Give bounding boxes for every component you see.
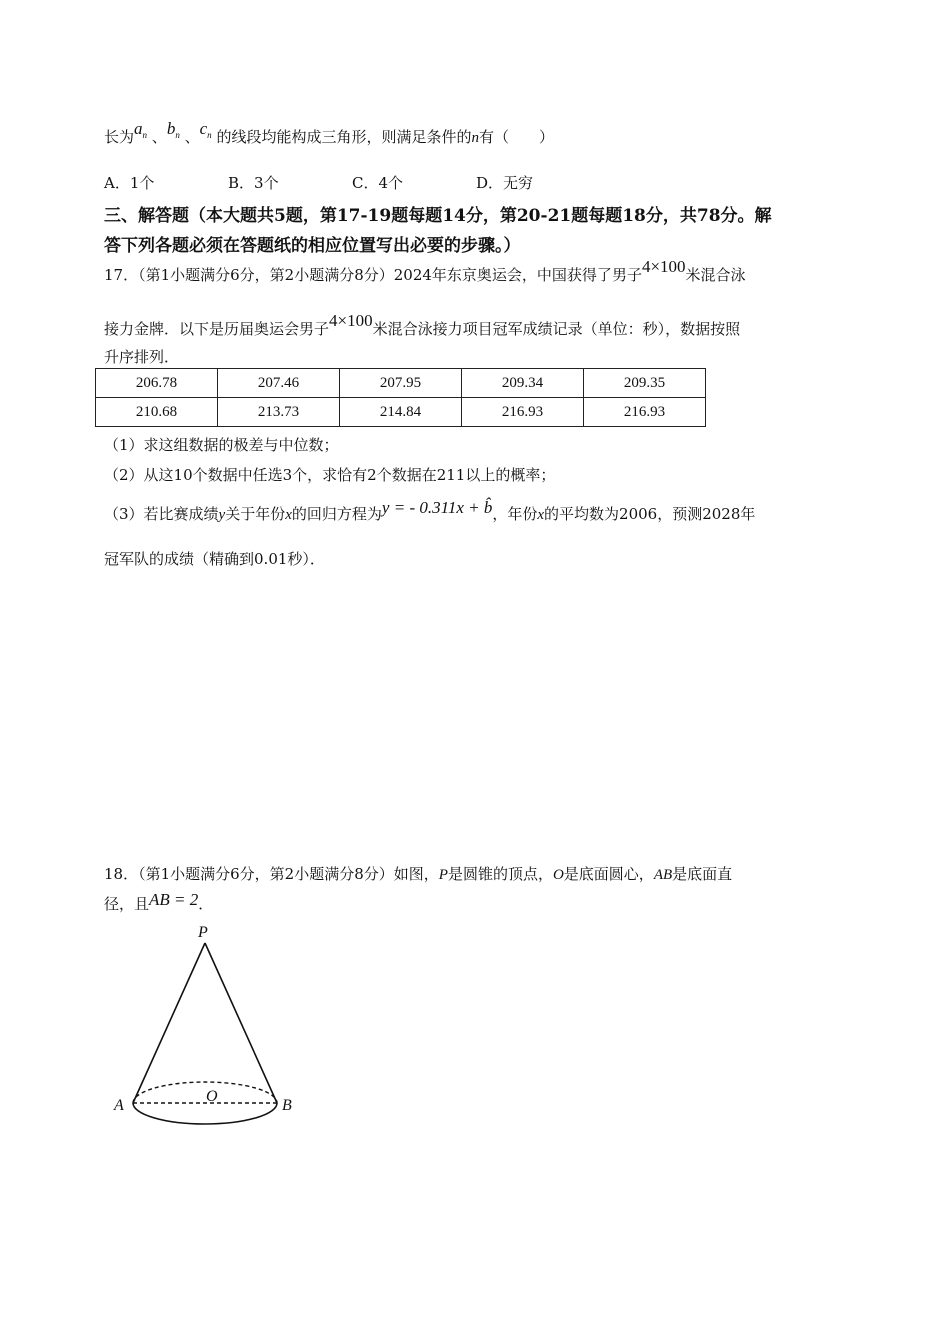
- base-back-arc: [133, 1082, 277, 1103]
- cone-edge-right: [205, 943, 277, 1103]
- section3-heading-line1: 三、解答题（本大题共5题，第17-19题每题14分，第20-21题每题18分，共78分。解: [104, 206, 772, 226]
- q18-line2-b: ．: [198, 895, 214, 913]
- label-P: P: [198, 924, 208, 941]
- table-cell: 216.93: [584, 398, 706, 427]
- table-cell: 216.93: [462, 398, 584, 427]
- cone-edge-left: [133, 943, 205, 1103]
- q17-line1-text: 17．（第1小题满分6分，第2小题满分8分）2024年东京奥运会，中国获得了男子: [104, 266, 642, 284]
- table-cell: 206.78: [96, 369, 218, 398]
- q18-line1-c: 是底面圆心，: [563, 865, 654, 883]
- q17-sub3-c: 的回归方程为: [291, 505, 382, 523]
- q16-n: n: [471, 130, 479, 146]
- table-cell: 207.95: [340, 369, 462, 398]
- q18-line1: [104, 863, 732, 884]
- q17-line2: [104, 311, 741, 339]
- q17-sub2: （2）从这10个数据中任选3个，求恰有2个数据在211以上的概率；: [104, 466, 556, 484]
- q18-line1-b: 是圆锥的顶点，: [447, 865, 553, 883]
- q16-suffix-a: 的线段均能构成三角形，则满足条件的: [216, 128, 472, 146]
- label-O: O: [206, 1088, 218, 1105]
- label-B: B: [282, 1097, 292, 1114]
- q17-sub3-e: 的平均数为2006，预测2028年: [544, 505, 756, 523]
- regression-equation: y = - 0.311x + b̂: [381, 498, 493, 517]
- choice-a[interactable]: A．1个: [104, 174, 155, 192]
- choice-c[interactable]: C．4个: [352, 174, 404, 192]
- math-b-n: $b_n$: [166, 119, 180, 140]
- q17-sub3-b: 关于年份: [225, 505, 286, 523]
- q17-line1-end: 米混合泳: [685, 266, 746, 284]
- table-cell: 213.73: [218, 398, 340, 427]
- q17-sub3-line2: 冠军队的成绩（精确到0.01秒）．: [104, 550, 325, 568]
- q16-sep-1: 、: [151, 128, 167, 146]
- q17-line2-text: 接力金牌．以下是历届奥运会男子: [104, 320, 330, 338]
- table-cell: 207.46: [218, 369, 340, 398]
- table-cell: 209.35: [584, 369, 706, 398]
- results-table: [95, 368, 706, 427]
- q18-line1-a: 18．（第1小题满分6分，第2小题满分8分）如图，: [104, 865, 439, 883]
- q18-line2: [104, 890, 214, 914]
- var-y: y: [218, 507, 226, 523]
- q16-text-line: [104, 119, 554, 147]
- table-cell: 210.68: [96, 398, 218, 427]
- q18-line1-d: 是底面直: [672, 865, 733, 883]
- section3-heading-line2: 答下列各题必须在答题纸的相应位置写出必要的步骤。）: [104, 236, 521, 256]
- q17-line3: 升序排列．: [104, 348, 180, 366]
- q17-sub3: [104, 498, 756, 524]
- q17-sub3-a: （3）若比赛成绩: [104, 505, 219, 523]
- q17-line2-end: 米混合泳接力项目冠军成绩记录（单位：秒），数据按照: [372, 320, 741, 338]
- q18-line2-a: 径，且: [104, 895, 150, 913]
- math-a-n: $a_n$: [134, 119, 148, 140]
- math-relay-4x100: 4×100: [641, 257, 686, 276]
- q17-line1: [104, 257, 746, 285]
- choice-b[interactable]: B．3个: [228, 174, 279, 192]
- var-O: O: [552, 867, 564, 883]
- label-A: A: [114, 1097, 124, 1114]
- table-cell: 214.84: [340, 398, 462, 427]
- math-ab-equals-2: AB = 2: [149, 890, 199, 909]
- q16-sep-2: 、: [184, 128, 200, 146]
- q17-sub1: （1）求这组数据的极差与中位数；: [104, 436, 339, 454]
- math-c-n: $c_n$: [199, 119, 212, 140]
- math-relay-4x100-2: 4×100: [329, 311, 373, 330]
- cone-figure: [100, 915, 310, 1135]
- var-x: x: [285, 507, 292, 523]
- base-front-arc: [133, 1103, 277, 1124]
- var-x-2: x: [537, 507, 545, 523]
- choice-d[interactable]: D．无穷: [476, 174, 534, 192]
- var-AB: AB: [653, 867, 673, 883]
- q16-suffix-b: 有（ ）: [478, 128, 554, 146]
- var-P: P: [438, 867, 448, 883]
- q16-prefix: 长为: [104, 128, 135, 146]
- table-row: [96, 398, 706, 427]
- q17-sub3-d: ，年份: [492, 505, 538, 523]
- table-row: [96, 369, 706, 398]
- table-cell: 209.34: [462, 369, 584, 398]
